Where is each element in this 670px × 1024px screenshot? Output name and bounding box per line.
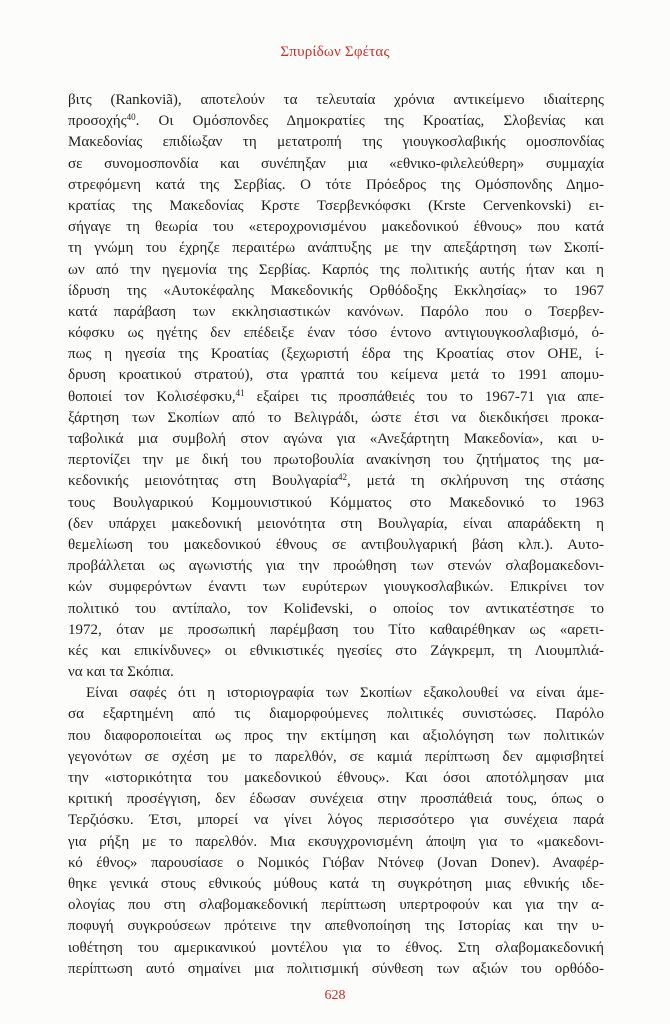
text-line: πως η ηγεσία της Κροατίας (ξεχωριστή έδρα της Κροατίας στον ΟΗΕ, ί- bbox=[68, 346, 604, 363]
text-line: Τερζιόσκυ. Έτσι, μπορεί να γίνει λόγος περισσότερο για συνέχεια παρά bbox=[68, 812, 604, 829]
text-line: ιοθέτηση του αμερικανικού μοντέλου για το έθνος. Στη σλαβομακεδονική bbox=[68, 939, 604, 956]
text-line: κατά παράβαση των εκκλησιαστικών κανόνων. Παρόλο που ο Τσερβεν- bbox=[68, 303, 604, 320]
text-line bbox=[68, 471, 604, 492]
footnote-marker: 41 bbox=[235, 387, 245, 398]
text-line: κό έθνος» παρουσίασε ο Νομικός Γιόβαν Ντόνεφ (Jovan Donev). Αναφέρ- bbox=[68, 854, 604, 871]
text-line: ων από την ηγεμονία της Σερβίας. Καρπός της πολιτικής αυτής ήταν και η bbox=[68, 261, 604, 278]
line-text: προσοχής bbox=[68, 113, 127, 130]
text-line: κών συμφερόντων έναντι των ευρύτερων γιουγκοσλαβικών. Επικρίνει τον bbox=[68, 579, 604, 596]
text-line: προβάλλεται ως αγωνιστής για την προώθηση των στενών σλαβομακεδονι- bbox=[68, 558, 604, 575]
text-line: κές και επικίνδυνες» οι εθνικιστικές ηγεσίες στο Ζάγκρεμπ, τη Λιουμπλιά- bbox=[68, 642, 604, 659]
line-text: κεδονικής μειονότητας στη Βουλγαρία bbox=[68, 473, 339, 490]
paragraph bbox=[68, 90, 604, 683]
text-line: θηκε γενικά στους εθνικούς μύθους κατά τη συγκρότηση μιας εθνικής ιδε- bbox=[68, 875, 604, 892]
text-line: κόφσκυ ως ηγέτης δεν επέδειξε έναν τόσο έντονο αντιγιουγκοσλαβισμό, ό- bbox=[68, 325, 604, 342]
text-line: (δεν υπάρχει μακεδονική μειονότητα στη Βουλγαρία, είναι απαράδεκτη η bbox=[68, 515, 604, 532]
text-line: κριτική προσέγγιση, δεν έδωσαν συνέχεια στην προσπάθειά τους, όπως ο bbox=[68, 791, 604, 808]
text-line bbox=[68, 111, 604, 132]
text-line: βιτς (Rankoviã), αποτελούν τα τελευταία χρόνια αντικείμενο ιδιαίτερης bbox=[68, 92, 604, 108]
text-line: σήγαγε τη θεωρία του «ετεροχρονισμένου μακεδονικού έθνους» που κατά bbox=[68, 219, 604, 236]
text-line: σε συνομοσπονδία και συνέπηξαν μια «εθνικο-φιλελεύθερη» συμμαχία bbox=[68, 155, 604, 172]
text-line: θεμελίωση του μακεδονικού έθνους σε αντιβουλγαρική βάση κλπ.). Αυτο- bbox=[68, 536, 604, 553]
text-line: σα εξαρτημένη από τις διαμορφούμενες πολιτικές συνιστώσες. Παρόλο bbox=[68, 706, 604, 723]
text-line bbox=[68, 387, 604, 408]
page-number: 628 bbox=[324, 988, 346, 1003]
text-line: στρεφόμενη κατά της Σερβίας. Ο τότε Πρόεδρος της Ομόσπονδης Δημο- bbox=[68, 176, 604, 193]
paragraph bbox=[68, 683, 604, 980]
text-line: ποφυγή συγκρούσεων πρότεινε την απεθνοποίηση της Ιστορίας και την υ- bbox=[68, 918, 604, 935]
footnote-marker: 40 bbox=[126, 112, 136, 123]
text-line: που διαφοροποιείται ως προς την εκτίμηση και αξιολόγηση των πολιτικών bbox=[68, 727, 604, 744]
text-line: περίπτωση αυτό σημαίνει μια πολιτισμική σύνθεση των αξιών του ορθόδο- bbox=[68, 960, 604, 977]
text-line: τη γνώμη του έχρηζε περαιτέρω ανάπτυξης με την απεξάρτηση των Σκοπί- bbox=[68, 240, 604, 257]
text-line: να και τα Σκόπια. bbox=[68, 664, 174, 681]
text-line: ίδρυση της «Αυτοκέφαλης Μακεδονικής Ορθόδοξης Εκκλησίας» το 1967 bbox=[68, 282, 604, 299]
text-line: γεγονότων σε σχέση με το παρελθόν, σε καμιά περίπτωση δεν αμφισβητεί bbox=[68, 748, 604, 765]
text-line: 1972, όταν με προσωπική παρέμβαση του Τίτο καθαιρέθηκαν ως «αρετι- bbox=[68, 621, 604, 638]
footnote-marker: 42 bbox=[338, 472, 348, 483]
text-line: Μακεδονίας επιδίωξαν τη μετατροπή της γιουγκοσλαβικής ομοσπονδίας bbox=[68, 134, 604, 151]
text-line: ταβολικά μια συμβολή στον αγώνα για «Ανεξάρτητη Μακεδονία», και υ- bbox=[68, 431, 604, 447]
text-line: πολιτικό του αντίπαλο, τον Koliđevski, ο οποίος τον αντικατέστησε το bbox=[68, 600, 604, 617]
text-line: την «ιστορικότητα του μακεδονικού έθνους». Και όσοι αποτόλμησαν μια bbox=[68, 770, 604, 786]
running-title: Σπυρίδων Σφέτας bbox=[280, 44, 390, 60]
text-line: περτονίζει την με δική του πρωτοβουλία ανακίνηση του ζητήματος της μα- bbox=[68, 452, 604, 469]
line-text: . Οι Ομόσπονδες Δημοκρατίες της Κροατίας, Σλοβενίας και bbox=[135, 113, 604, 130]
text-line: ολογίας που στη σλαβομακεδονική περίπτωση υπερτροφούν και για την α- bbox=[68, 897, 604, 914]
text-line: Είναι σαφές ότι η ιστοριογραφία των Σκοπίων εξακολουθεί να είναι άμε- bbox=[86, 685, 604, 702]
text-line: δρυση κροατικού στρατού), στα γραπτά του κείμενα μετά το 1991 απομυ- bbox=[68, 367, 604, 384]
line-text: , μετά τη σκλήρυνση της στάσης bbox=[347, 473, 604, 490]
text-line: ξάρτηση των Σκοπίων από το Βελιγράδι, ώστε έτσι να διεκδικήσει προκα- bbox=[68, 409, 604, 426]
text-line: για ρήξη με το παρελθόν. Μια εκσυγχρονισμένη άποψη για το «μακεδονι- bbox=[68, 833, 604, 850]
body-text bbox=[68, 90, 604, 980]
text-line: κρατίας της Μακεδονίας Κρστε Τσερβενκόφσκι (Krste Cervenkovski) ει- bbox=[68, 197, 604, 214]
text-line: τους Βουλγαρικού Κομμουνιστικού Κόμματος στο Μακεδονικό το 1963 bbox=[68, 494, 604, 511]
line-text: εξαίρει τις προσπάθειές του το 1967-71 για απε- bbox=[244, 388, 604, 405]
line-text: θοποιεί τον Κολισέφσκυ, bbox=[68, 388, 236, 405]
